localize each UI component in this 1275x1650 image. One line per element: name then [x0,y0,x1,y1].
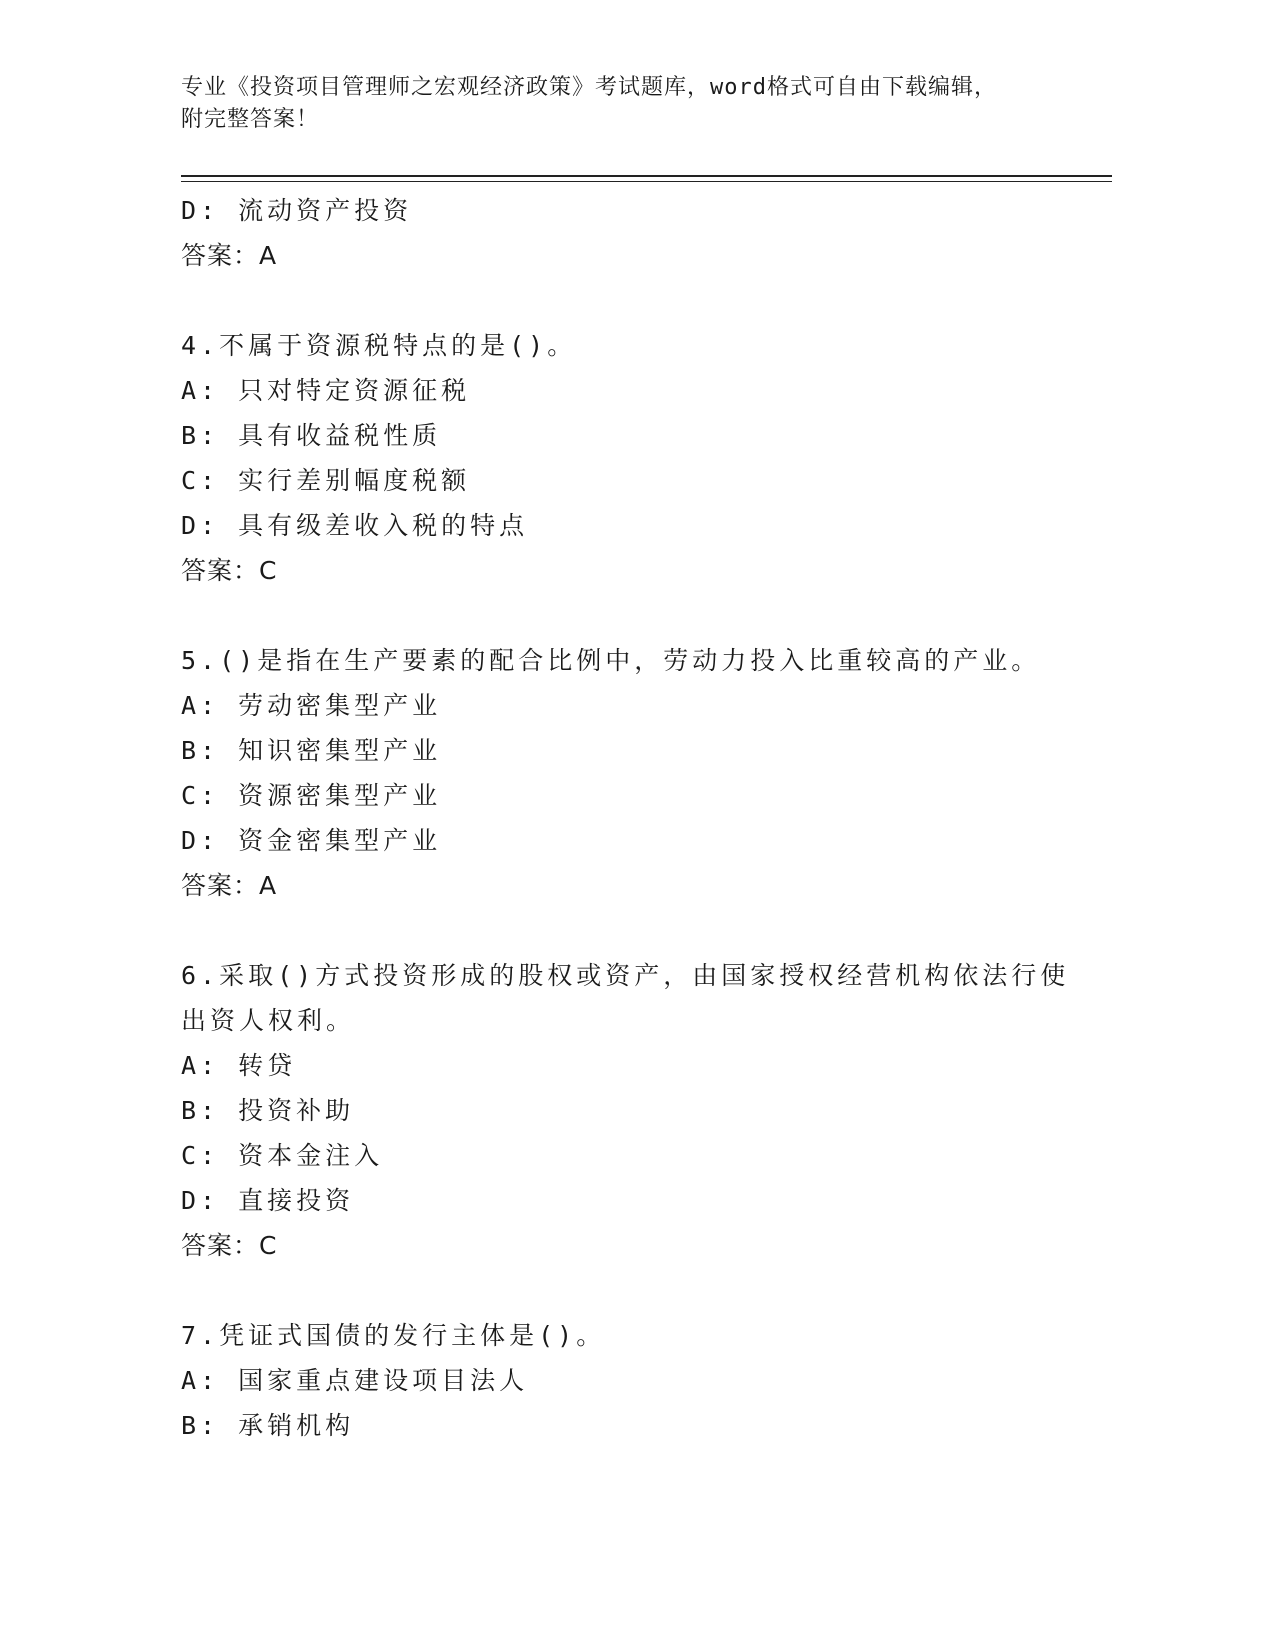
q5-answer: 答案：A [181,871,278,900]
q3-answer: 答案：A [181,241,278,270]
q5-option-d: D: 资金密集型产业 [181,826,442,855]
q4-stem: 4.不属于资源税特点的是()。 [181,331,577,360]
q7-option-a: A: 国家重点建设项目法人 [181,1366,529,1395]
q6-answer: 答案：C [181,1231,278,1260]
q6-option-d: D: 直接投资 [181,1186,355,1215]
header-divider-thick [181,175,1112,177]
header-line-2: 附完整答案！ [181,107,320,132]
q5-option-a: A: 劳动密集型产业 [181,691,442,720]
q4-option-d: D: 具有级差收入税的特点 [181,511,529,540]
q5-option-c: C: 资源密集型产业 [181,781,442,810]
header-line-1: 专业《投资项目管理师之宏观经济政策》考试题库，word格式可自由下载编辑， [181,75,997,100]
q5-stem: 5.()是指在生产要素的配合比例中，劳动力投入比重较高的产业。 [181,646,1041,675]
header-divider-thin [181,181,1112,182]
document-header [181,72,1061,136]
q4-option-a: A: 只对特定资源征税 [181,376,471,405]
q6-option-a: A: 转贷 [181,1051,297,1080]
question-list [181,188,1081,1448]
q3-option-d: D: 流动资产投资 [181,196,413,225]
q4-option-b: B: 具有收益税性质 [181,421,442,450]
q6-stem-line-1: 6.采取()方式投资形成的股权或资产，由国家授权经营机构依法行使 [181,961,1070,990]
q6-stem-line-2: 出资人权利。 [181,1006,356,1035]
q5-option-b: B: 知识密集型产业 [181,736,442,765]
q6-option-b: B: 投资补助 [181,1096,355,1125]
q4-answer: 答案：C [181,556,278,585]
q6-option-c: C: 资本金注入 [181,1141,384,1170]
q4-option-c: C: 实行差别幅度税额 [181,466,471,495]
q7-stem: 7.凭证式国债的发行主体是()。 [181,1321,606,1350]
q7-option-b: B: 承销机构 [181,1411,355,1440]
